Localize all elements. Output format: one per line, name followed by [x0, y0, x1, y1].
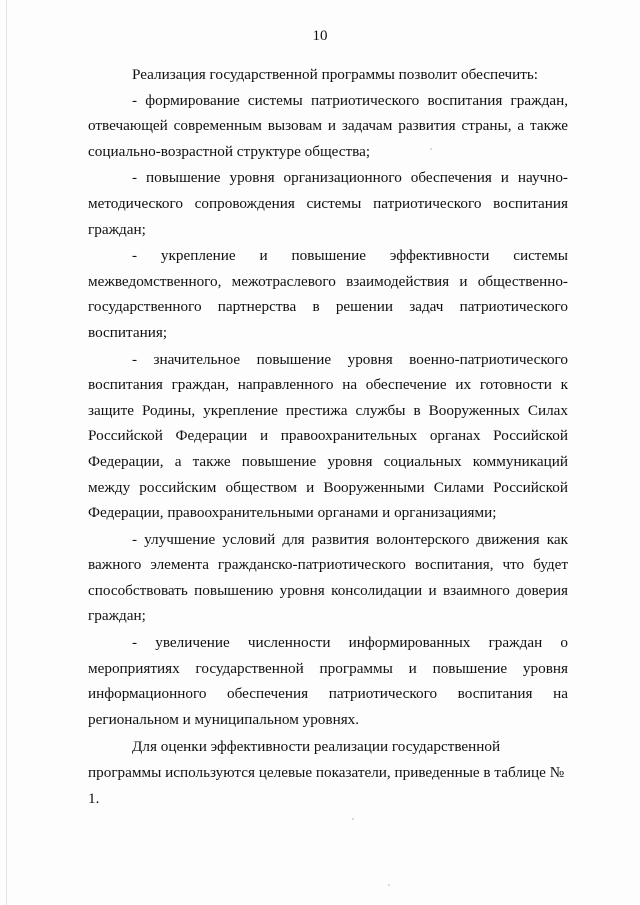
list-item: - улучшение условий для развития волонтерского движения как важного элемента гражданско-патриотического воспитания, что будет способствовать повышению уровня консолидации и взаимного доверия граждан;: [88, 530, 568, 625]
intro-paragraph: Реализация государственной программы позволит обеспечить:: [132, 66, 539, 83]
closing-paragraph: Для оценки эффективности реализации государственной программы используются целевые показатели, приведенные в таблице № 1.: [88, 738, 565, 807]
scan-speck: [352, 818, 354, 820]
document-body: [88, 62, 568, 811]
list-item: - значительное повышение уровня военно-патриотического воспитания граждан, направленного на обеспечение их готовности к защите Родины, укрепление престижа службы в Вооруженных Силах Российской Федерации и правоохранительных органах Российской Федерации, а также повышение уровня социальных коммуникаций между российским обществом и Вооруженными Силами Российской Федерации, правоохранительными органами и организациями;: [88, 350, 568, 522]
scan-speck: [388, 884, 390, 886]
scan-edge-line: [6, 0, 7, 905]
list-item: - укрепление и повышение эффективности системы межведомственного, межотраслевого взаимодействия и общественно-государственного партнерства в решении задач патриотического воспитания;: [88, 247, 568, 341]
list-item: - формирование системы патриотического воспитания граждан, отвечающей современным вызовам и задачам развития страны, а также социально-возрастной структуре общества;: [88, 91, 568, 160]
list-item: - увеличение численности информированных граждан о мероприятиях государственной программы и повышение уровня информационного обеспечения патриотического воспитания на региональном и муниципальном уровнях.: [88, 634, 568, 728]
list-item: - повышение уровня организационного обеспечения и научно-методического сопровождения системы патриотического воспитания граждан;: [88, 169, 568, 238]
page-number: 10: [312, 28, 328, 44]
